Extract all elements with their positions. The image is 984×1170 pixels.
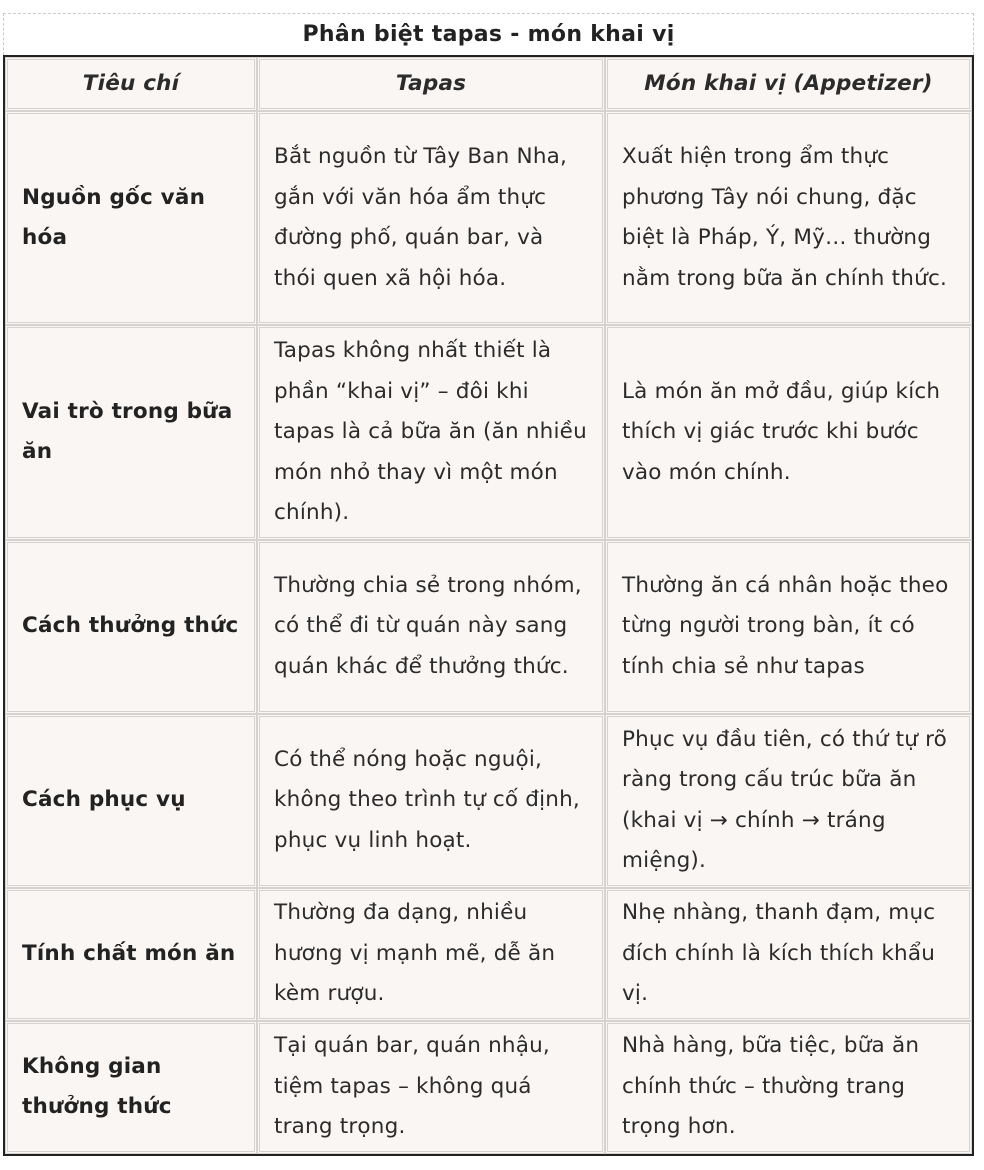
table-row xyxy=(5,540,972,714)
header-tapas: Tapas xyxy=(257,57,605,111)
table-caption: Phân biệt tapas - món khai vị xyxy=(3,13,974,55)
row-tapas: Tapas không nhất thiết là phần “khai vị” – đôi khi tapas là cả bữa ăn (ăn nhiều món nhỏ thay vì một món chính). xyxy=(257,325,605,540)
header-row xyxy=(5,57,972,111)
comparison-table xyxy=(3,55,974,1156)
comparison-table-wrapper xyxy=(3,13,974,1156)
row-tapas: Tại quán bar, quán nhậu, tiệm tapas – không quá trang trọng. xyxy=(257,1021,605,1154)
header-criterion: Tiêu chí xyxy=(5,57,257,111)
row-criterion: Vai trò trong bữa ăn xyxy=(5,325,257,540)
row-appetizer: Thường ăn cá nhân hoặc theo từng người trong bàn, ít có tính chia sẻ như tapas xyxy=(605,540,972,714)
table-row xyxy=(5,888,972,1021)
row-tapas: Thường đa dạng, nhiều hương vị mạnh mẽ, dễ ăn kèm rượu. xyxy=(257,888,605,1021)
row-appetizer: Là món ăn mở đầu, giúp kích thích vị giác trước khi bước vào món chính. xyxy=(605,325,972,540)
row-criterion: Cách thưởng thức xyxy=(5,540,257,714)
row-appetizer: Phục vụ đầu tiên, có thứ tự rõ ràng trong cấu trúc bữa ăn (khai vị → chính → tráng miệng). xyxy=(605,714,972,888)
row-appetizer: Xuất hiện trong ẩm thực phương Tây nói chung, đặc biệt là Pháp, Ý, Mỹ… thường nằm trong bữa ăn chính thức. xyxy=(605,111,972,325)
row-criterion: Không gian thưởng thức xyxy=(5,1021,257,1154)
row-criterion: Nguồn gốc văn hóa xyxy=(5,111,257,325)
table-row xyxy=(5,111,972,325)
table-row xyxy=(5,714,972,888)
row-tapas: Thường chia sẻ trong nhóm, có thể đi từ quán này sang quán khác để thưởng thức. xyxy=(257,540,605,714)
header-appetizer: Món khai vị (Appetizer) xyxy=(605,57,972,111)
row-criterion: Tính chất món ăn xyxy=(5,888,257,1021)
row-tapas: Có thể nóng hoặc nguội, không theo trình tự cố định, phục vụ linh hoạt. xyxy=(257,714,605,888)
table-row xyxy=(5,1021,972,1154)
row-appetizer: Nhà hàng, bữa tiệc, bữa ăn chính thức – thường trang trọng hơn. xyxy=(605,1021,972,1154)
row-tapas: Bắt nguồn từ Tây Ban Nha, gắn với văn hóa ẩm thực đường phố, quán bar, và thói quen xã hội hóa. xyxy=(257,111,605,325)
row-appetizer: Nhẹ nhàng, thanh đạm, mục đích chính là kích thích khẩu vị. xyxy=(605,888,972,1021)
row-criterion: Cách phục vụ xyxy=(5,714,257,888)
table-row xyxy=(5,325,972,540)
